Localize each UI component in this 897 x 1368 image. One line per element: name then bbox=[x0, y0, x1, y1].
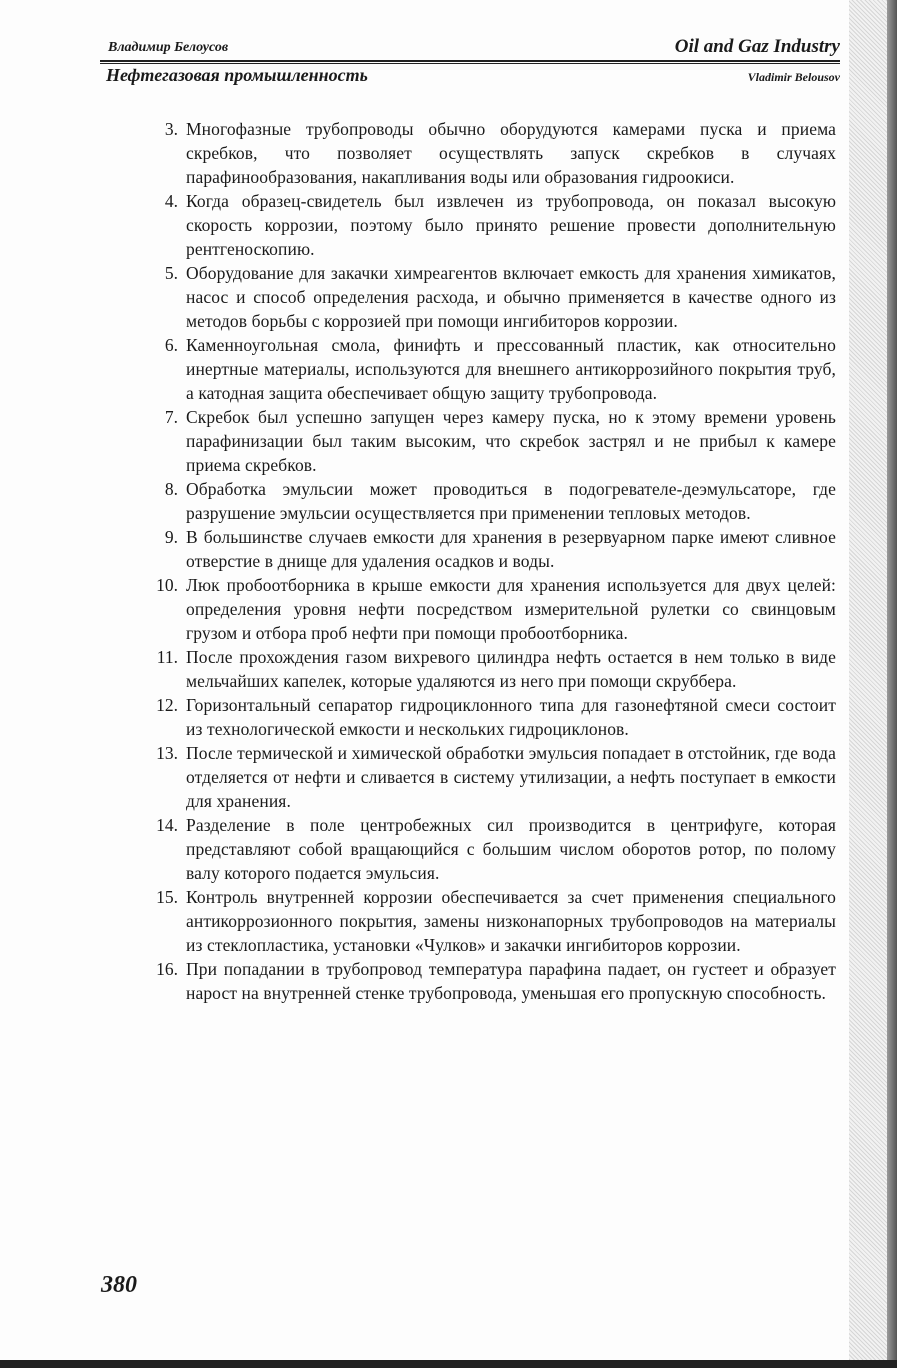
header-author-en: Vladimir Belousov bbox=[747, 70, 840, 84]
item-text: В большинстве случаев емкости для хранения в резервуарном парке имеют сливное отверстие в днище для удаления осадков и воды. bbox=[186, 527, 836, 571]
running-header bbox=[100, 34, 840, 94]
header-title-en: Oil and Gaz Industry bbox=[674, 36, 840, 57]
item-text: После прохождения газом вихревого цилиндра нефть остается в нем только в виде мельчайших капелек, которые удаляются из него при помощи скруббера. bbox=[186, 647, 836, 691]
item-number: 10. bbox=[156, 575, 178, 595]
item-text: Разделение в поле центробежных сил производится в центрифуге, которая представляют собой вращающийся с большим числом оборотов ротор, по полому валу которого подается эмульсия. bbox=[186, 815, 836, 883]
item-text: Горизонтальный сепаратор гидроциклонного типа для газонефтяной смеси состоит из технологической емкости и нескольких гидроциклонов. bbox=[186, 695, 836, 739]
item-number: 9. bbox=[164, 527, 178, 547]
list-item bbox=[148, 813, 836, 885]
item-number: 13. bbox=[156, 743, 178, 763]
item-text: После термической и химической обработки эмульсия попадает в отстойник, где вода отделяется от нефти и сливается в систему утилизации, а нефть поступает в емкости для хранения. bbox=[186, 743, 836, 811]
header-title-ru: Нефтегазовая промышленность bbox=[106, 65, 368, 85]
list-item bbox=[148, 957, 836, 1005]
item-text: Скребок был успешно запущен через камеру пуска, но к этому времени уровень парафинизации был таким высоким, что скребок застрял и не прибыл к камере приема скребков. bbox=[186, 407, 836, 475]
list-item bbox=[148, 741, 836, 813]
list-item bbox=[148, 885, 836, 957]
item-text: Когда образец-свидетель был извлечен из трубопровода, он показал высокую скорость коррозии, поэтому было принято решение провести дополнительную рентгеноскопию. bbox=[186, 191, 836, 259]
item-text: Оборудование для закачки химреагентов включает емкость для хранения химикатов, насос и способ определения расхода, и обычно применяется в качестве одного из методов борьбы с коррозией при помощи ингибиторов коррозии. bbox=[186, 263, 836, 331]
item-number: 3. bbox=[164, 119, 178, 139]
item-number: 16. bbox=[156, 959, 178, 979]
list-item bbox=[148, 573, 836, 645]
item-number: 15. bbox=[156, 887, 178, 907]
list-item bbox=[148, 477, 836, 525]
item-text: Контроль внутренней коррозии обеспечивается за счет применения специального антикоррозионного покрытия, замены низконапорных трубопроводов на материалы из стеклопластика, установки «Чулков» и закачки ингибиторов коррозии. bbox=[186, 887, 836, 955]
scan-bottom-border bbox=[0, 1360, 897, 1368]
list-item bbox=[148, 693, 836, 741]
list-item bbox=[148, 645, 836, 693]
item-text: Многофазные трубопроводы обычно оборудуются камерами пуска и приема скребков, что позволяет осуществлять запуск скребков в случаях парафинообразования, накапливания воды или образования гидроокиси. bbox=[186, 119, 836, 187]
item-number: 14. bbox=[156, 815, 178, 835]
list-item bbox=[148, 333, 836, 405]
list-item bbox=[148, 525, 836, 573]
list-item bbox=[148, 117, 836, 189]
item-number: 8. bbox=[164, 479, 178, 499]
item-number: 12. bbox=[156, 695, 178, 715]
item-text: Обработка эмульсии может проводиться в подогревателе-деэмульсаторе, где разрушение эмульсии осуществляется при применении тепловых методов. bbox=[186, 479, 836, 523]
list-item bbox=[148, 189, 836, 261]
item-number: 7. bbox=[164, 407, 178, 427]
item-number: 4. bbox=[164, 191, 178, 211]
item-number: 6. bbox=[164, 335, 178, 355]
item-number: 5. bbox=[164, 263, 178, 283]
list-item bbox=[148, 261, 836, 333]
item-text: Каменноугольная смола, финифть и прессованный пластик, как относительно инертные материалы, используются для внешнего антикоррозийного покрытия труб, а катодная защита обеспечивает общую защиту трубопровода. bbox=[186, 335, 836, 403]
item-text: Люк пробоотборника в крыше емкости для хранения используется для двух целей: определения уровня нефти посредством измерительной рулетки со свинцовым грузом и отбора проб нефти при помощи пробоотборника. bbox=[186, 575, 836, 643]
header-rule bbox=[100, 60, 840, 62]
header-author-ru: Владимир Белоусов bbox=[108, 40, 229, 55]
header-rule-thin bbox=[100, 63, 840, 64]
item-text: При попадании в трубопровод температура парафина падает, он густеет и образует нарост на внутренней стенке трубопровода, уменьшая его пропускную способность. bbox=[186, 959, 836, 1003]
scan-dark-edge bbox=[887, 0, 897, 1368]
page-number: 380 bbox=[101, 1272, 137, 1298]
list-item bbox=[148, 405, 836, 477]
item-number: 11. bbox=[156, 647, 178, 667]
numbered-list bbox=[148, 117, 836, 1005]
